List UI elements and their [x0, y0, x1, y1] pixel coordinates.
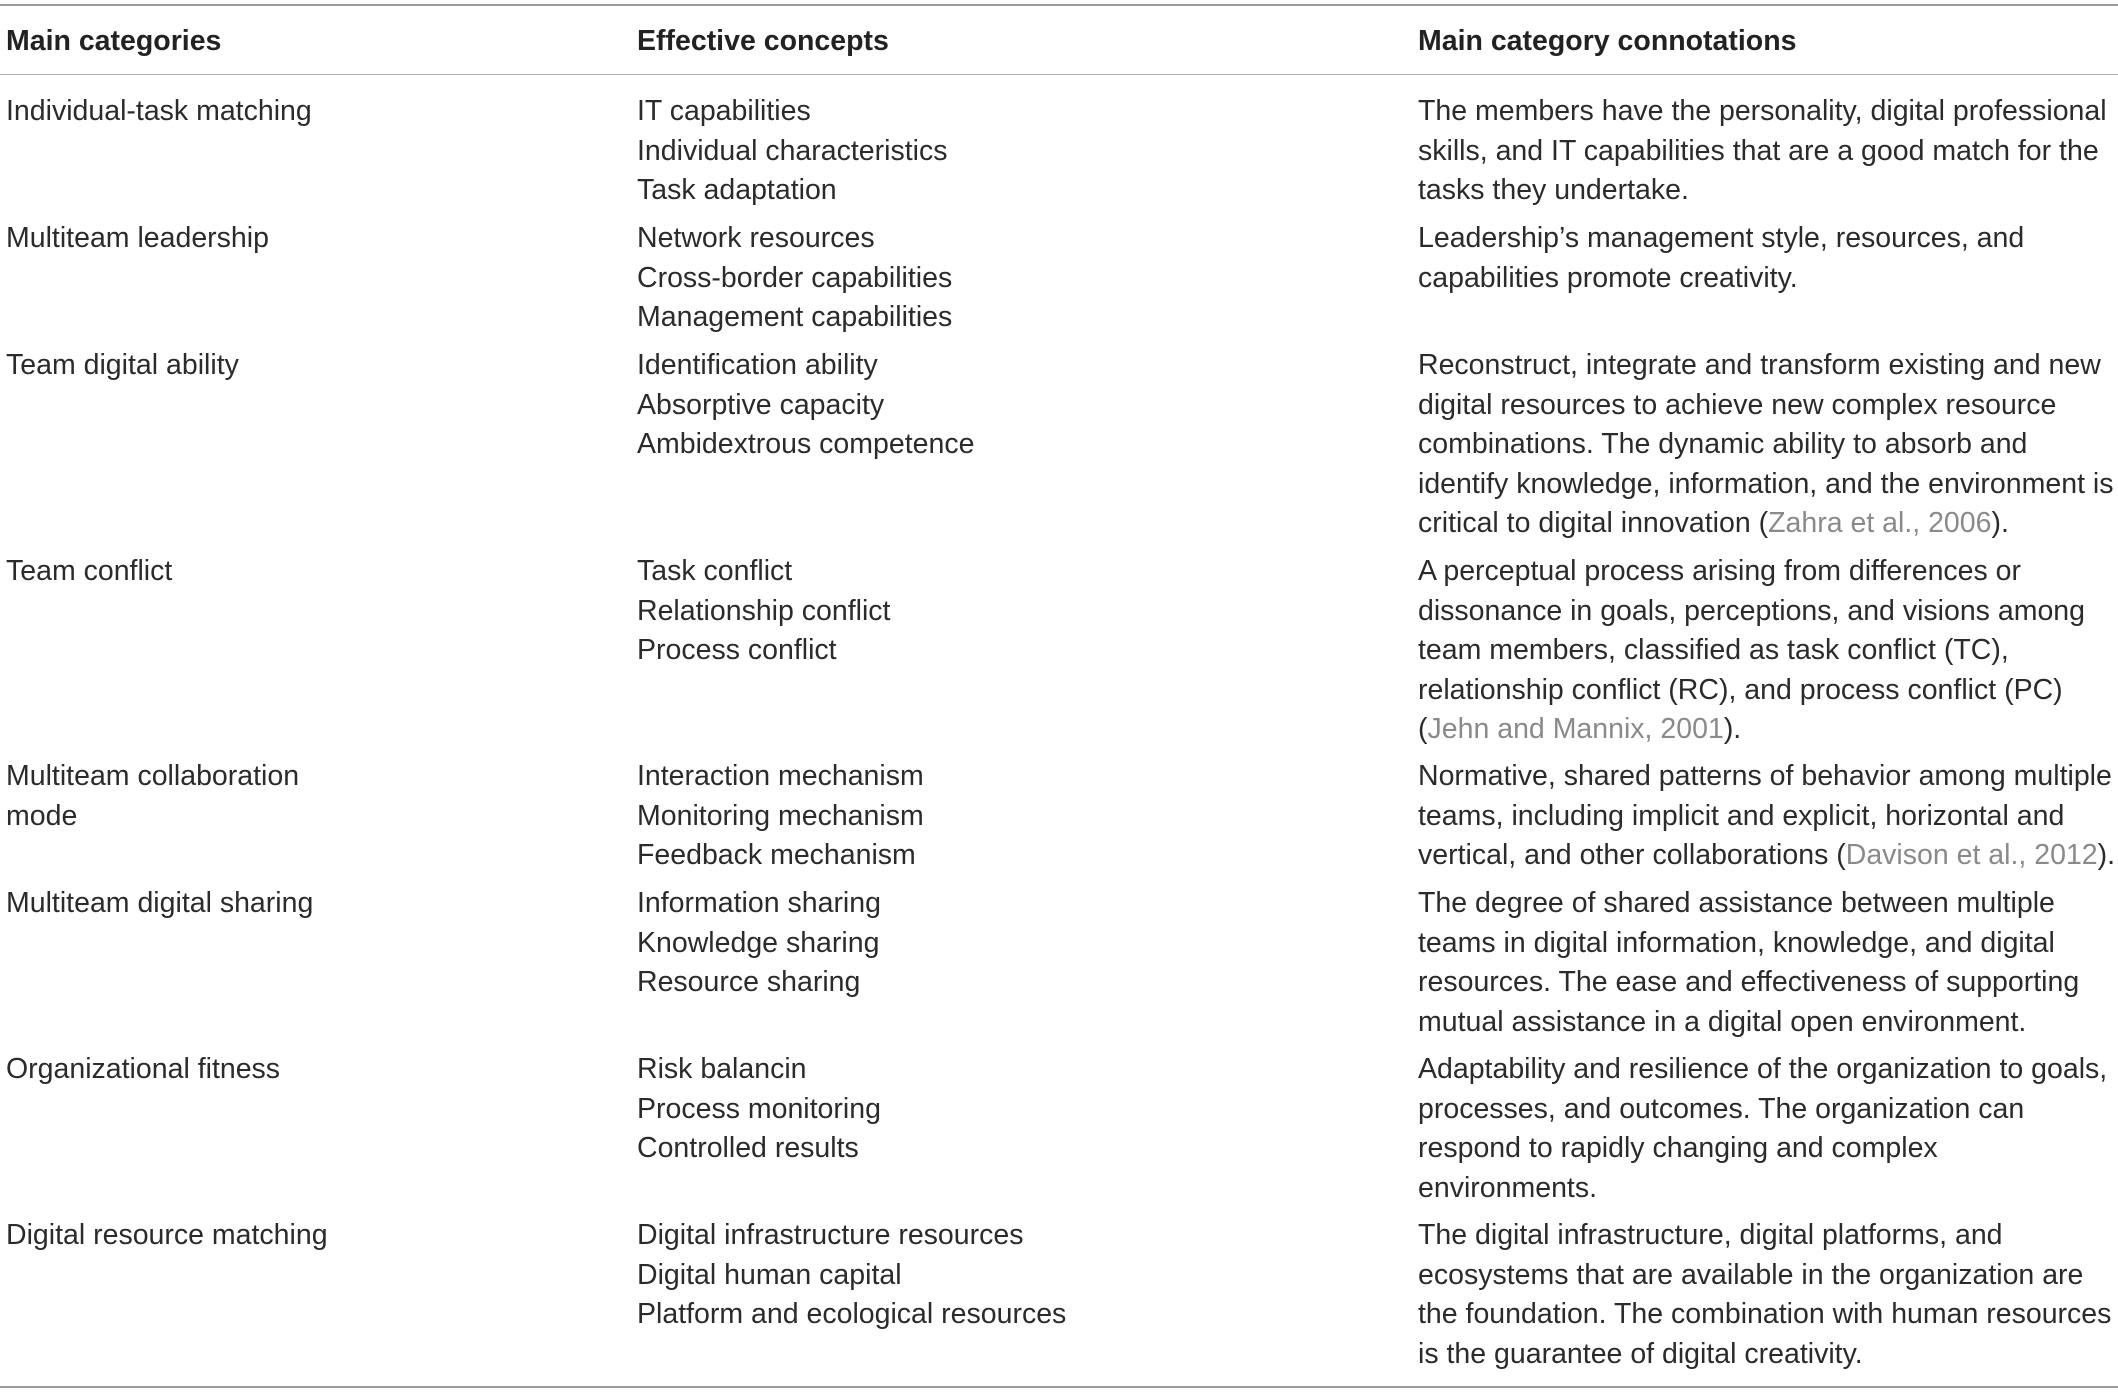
citation-link[interactable]: Davison et al., 2012: [1845, 839, 2098, 871]
connotation-text: Normative, shared patterns of behavior among multiple teams, including implicit and explicit, horizontal and vertical, and other collaborations (: [1418, 760, 2112, 871]
concept-item: Management capabilities: [637, 301, 953, 333]
concept-item: Controlled results: [637, 1132, 859, 1164]
connotation-cell: [1418, 1050, 2118, 1208]
concept-item: Risk balancin: [637, 1053, 807, 1085]
citation-link[interactable]: Zahra et al., 2006: [1768, 507, 1992, 539]
connotation-text: Leadership’s management style, resources, and capabilities promote creativity.: [1418, 222, 2025, 294]
concept-item: Monitoring mechanism: [637, 799, 924, 832]
category-cell: Team conflict: [6, 555, 173, 587]
concept-item: Task adaptation: [637, 174, 837, 206]
connotation-cell: [1418, 757, 2118, 876]
concept-item: Digital infrastructure resources: [637, 1219, 1024, 1251]
concepts-cell: [637, 552, 1377, 671]
concepts-cell: [637, 884, 1377, 1003]
connotation-text: The degree of shared assistance between multiple teams in digital information, knowledge, and digital resources. The ease and effectiveness of supporting mutual assistance in a digital open environment.: [1418, 887, 2080, 1038]
citation-tail: ).: [2097, 839, 2116, 871]
category-cell: Digital resource matching: [6, 1219, 328, 1251]
concept-item: Platform and ecological resources: [637, 1298, 1067, 1330]
citation-link[interactable]: Jehn and Mannix, 2001: [1427, 713, 1724, 745]
category-cell: Multiteam leadership: [6, 222, 269, 254]
table-top-rule: [0, 4, 2118, 6]
concept-item: Digital human capital: [637, 1258, 902, 1291]
connotation-text: A perceptual process arising from differences or dissonance in goals, perceptions, and visions among team members, classified as task conflict (TC), relationship conflict (RC), and process conflict (PC) (: [1418, 555, 2085, 745]
concept-item: Feedback mechanism: [637, 839, 916, 871]
concept-item: Task conflict: [637, 555, 793, 587]
concept-item: Process conflict: [637, 634, 837, 666]
concept-item: Interaction mechanism: [637, 760, 924, 792]
concept-item: Cross-border capabilities: [637, 261, 953, 294]
connotation-cell: [1418, 92, 2118, 211]
connotation-text: The digital infrastructure, digital platforms, and ecosystems that are available in the organization are the foundation. The combination with human resources is the guarantee of digital creativity.: [1418, 1219, 2112, 1370]
concepts-cell: [637, 1050, 1377, 1169]
connotation-text: The members have the personality, digital professional skills, and IT capabilities that are a good match for the tasks they undertake.: [1418, 95, 2107, 206]
concepts-cell: [637, 92, 1377, 211]
concept-item: Network resources: [637, 222, 875, 254]
concepts-cell: [637, 219, 1377, 338]
header-main-category-connotations: Main category connotations: [1418, 25, 1797, 57]
connotation-cell: [1418, 219, 2118, 298]
category-cell: Multiteam collaboration mode: [6, 760, 300, 832]
header-effective-concepts: Effective concepts: [637, 25, 889, 57]
category-cell: Multiteam digital sharing: [6, 887, 314, 919]
concept-item: IT capabilities: [637, 95, 811, 127]
concepts-cell: [637, 346, 1377, 465]
concepts-cell: [637, 1216, 1377, 1335]
category-cell: Individual-task matching: [6, 95, 312, 127]
concepts-cell: [637, 757, 1377, 876]
connotation-cell: [1418, 346, 2118, 544]
table-bottom-rule: [0, 1386, 2118, 1388]
header-rule: [0, 74, 2118, 75]
concept-item: Ambidextrous competence: [637, 428, 975, 460]
connotation-cell: [1418, 552, 2118, 750]
citation-tail: ).: [1991, 507, 2009, 539]
connotation-cell: [1418, 1216, 2118, 1374]
concept-item: Absorptive capacity: [637, 388, 885, 421]
connotation-text: Reconstruct, integrate and transform existing and new digital resources to achieve new complex resource combinations. The dynamic ability to absorb and identify knowledge, information, and the environment is critical to digital innovation (: [1418, 349, 2114, 539]
category-cell: Team digital ability: [6, 349, 239, 381]
concept-item: Individual characteristics: [637, 134, 948, 167]
concept-item: Relationship conflict: [637, 594, 891, 627]
connotation-text: Adaptability and resilience of the organization to goals, processes, and outcomes. The organization can respond to rapidly changing and complex environments.: [1418, 1053, 2108, 1204]
citation-tail: ).: [1723, 713, 1742, 745]
connotation-cell: [1418, 884, 2118, 1042]
concept-item: Information sharing: [637, 887, 881, 919]
concept-item: Process monitoring: [637, 1092, 881, 1125]
header-main-categories: Main categories: [6, 25, 222, 57]
concept-item: Resource sharing: [637, 966, 861, 998]
category-cell: Organizational fitness: [6, 1053, 281, 1085]
concept-item: Knowledge sharing: [637, 926, 880, 959]
concept-item: Identification ability: [637, 349, 878, 381]
